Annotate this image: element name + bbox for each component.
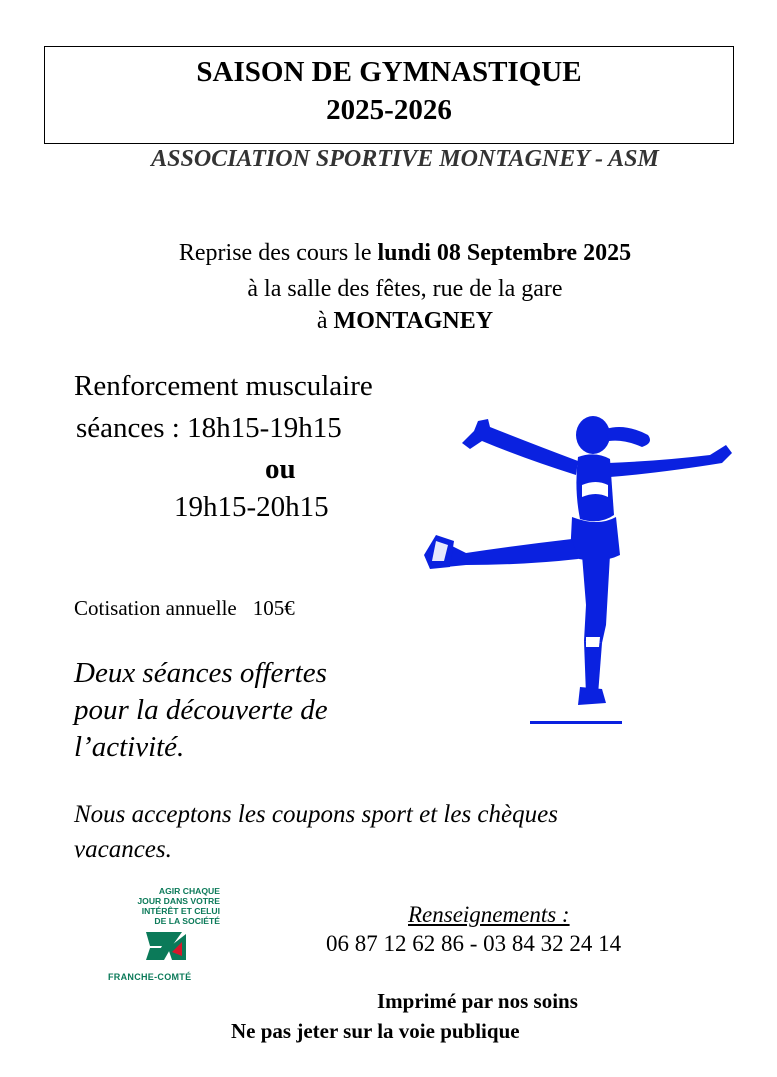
payment-line-1: Nous acceptons les coupons sport et les chèques bbox=[74, 801, 558, 828]
slogan-line-1: AGIR CHAQUE bbox=[158, 886, 220, 896]
reprise-place-prefix: à bbox=[316, 308, 334, 334]
contact-phones: 06 87 12 62 86 - 03 84 32 24 14 bbox=[326, 931, 622, 956]
littering-notice: Ne pas jeter sur la voie publique bbox=[231, 1019, 520, 1043]
association-name: ASSOCIATION SPORTIVE MONTAGNEY - ASM bbox=[151, 146, 659, 172]
slogan-line-4: DE LA SOCIÉTÉ bbox=[154, 916, 220, 926]
gymnast-icon bbox=[410, 405, 735, 735]
sponsor-slogan bbox=[108, 886, 220, 926]
reprise-line-3 bbox=[0, 308, 777, 335]
reprise-place: MONTAGNEY bbox=[333, 308, 494, 334]
contact-title: Renseignements : bbox=[408, 902, 570, 927]
page-title: SAISON DE GYMNASTIQUE bbox=[196, 56, 582, 88]
course-sessions: séances : 18h15-19h15 bbox=[76, 412, 342, 444]
offer-line-3: l’activité. bbox=[74, 731, 185, 763]
fee-line bbox=[74, 596, 295, 621]
course-or: ou bbox=[265, 453, 296, 485]
payment-line-2: vacances. bbox=[74, 836, 172, 863]
sponsor-region: FRANCHE-COMTÉ bbox=[108, 972, 192, 982]
course-alt-time: 19h15-20h15 bbox=[174, 491, 329, 523]
title-box bbox=[44, 46, 734, 144]
sponsor-logo bbox=[108, 886, 220, 986]
reprise-line-2: à la salle des fêtes, rue de la gare bbox=[247, 276, 563, 302]
slogan-line-3: INTÉRÊT ET CELUI bbox=[141, 906, 220, 916]
bank-logo-icon bbox=[142, 928, 190, 964]
course-name: Renforcement musculaire bbox=[74, 370, 373, 402]
fee-label: Cotisation annuelle bbox=[74, 596, 237, 620]
printed-notice: Imprimé par nos soins bbox=[377, 989, 578, 1013]
season-years: 2025-2026 bbox=[326, 94, 452, 126]
slogan-line-2: JOUR DANS VOTRE bbox=[137, 896, 220, 906]
reprise-date: lundi 08 Septembre 2025 bbox=[377, 240, 632, 266]
offer-line-2: pour la découverte de bbox=[74, 694, 328, 726]
reprise-line-1 bbox=[0, 240, 777, 267]
fee-amount: 105€ bbox=[252, 596, 295, 620]
offer-line-1: Deux séances offertes bbox=[74, 657, 327, 689]
reprise-prefix: Reprise des cours le bbox=[178, 240, 378, 266]
